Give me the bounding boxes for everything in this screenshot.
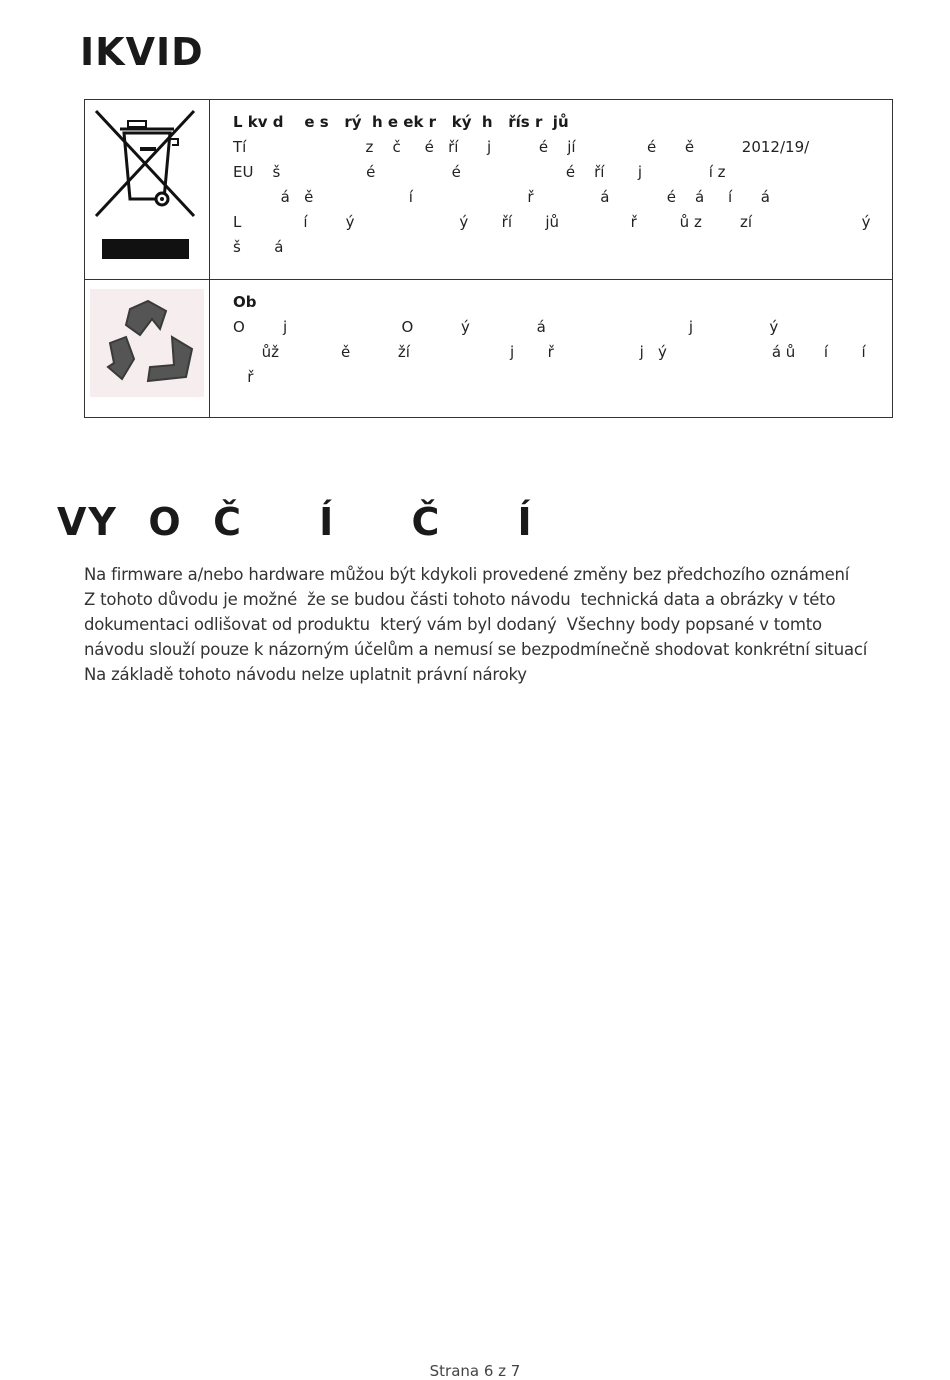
- page-number: Strana 6 z 7: [429, 1362, 521, 1380]
- section-line: Tí z č é ří j é jí é ě 2012/19/: [233, 138, 810, 156]
- table-row: [85, 100, 893, 280]
- section-heading: VY O Č Í Č Í: [57, 500, 534, 544]
- weee-text-cell: [210, 100, 893, 280]
- icon-cell: [85, 100, 210, 280]
- disclaimer-paragraph: [84, 562, 914, 687]
- recycle-icon: [86, 281, 208, 401]
- section-line: ř: [233, 368, 254, 386]
- recycle-text-cell: [210, 280, 893, 418]
- paragraph-line: návodu slouží pouze k názorným účelům a nemusí se bezpodmínečně shodovat konkrétní situací: [84, 640, 868, 659]
- table-row: [85, 280, 893, 418]
- disposal-info-table: [84, 99, 893, 418]
- section-line: š á: [233, 238, 284, 256]
- section-line: O j O ý á j ý: [233, 318, 779, 336]
- icon-cell: [85, 280, 210, 418]
- weee-crossed-bin-icon: [86, 101, 208, 271]
- paragraph-line: dokumentaci odlišovat od produktu který vám byl dodaný Všechny body popsané v tomto: [84, 615, 822, 634]
- section-line: ůž ě ží j ř j ý á ů í í: [233, 343, 866, 361]
- section-title: Ob: [233, 293, 257, 311]
- page-title: IKVID: [80, 30, 204, 74]
- paragraph-line: Na základě tohoto návodu nelze uplatnit právní nároky: [84, 665, 527, 684]
- section-title: L kv d e s rý h e ek r ký h řís r jů: [233, 113, 569, 131]
- section-line: á ě í ř á é á í á: [233, 188, 770, 206]
- section-line: L í ý ý ří jů ř ů z zí ý: [233, 213, 871, 231]
- paragraph-line: Na firmware a/nebo hardware můžou být kdykoli provedené změny bez předchozího oznámení: [84, 565, 850, 584]
- section-line: EU š é é é ří j í z: [233, 163, 726, 181]
- paragraph-line: Z tohoto důvodu je možné že se budou části tohoto návodu technická data a obrázky v této: [84, 590, 836, 609]
